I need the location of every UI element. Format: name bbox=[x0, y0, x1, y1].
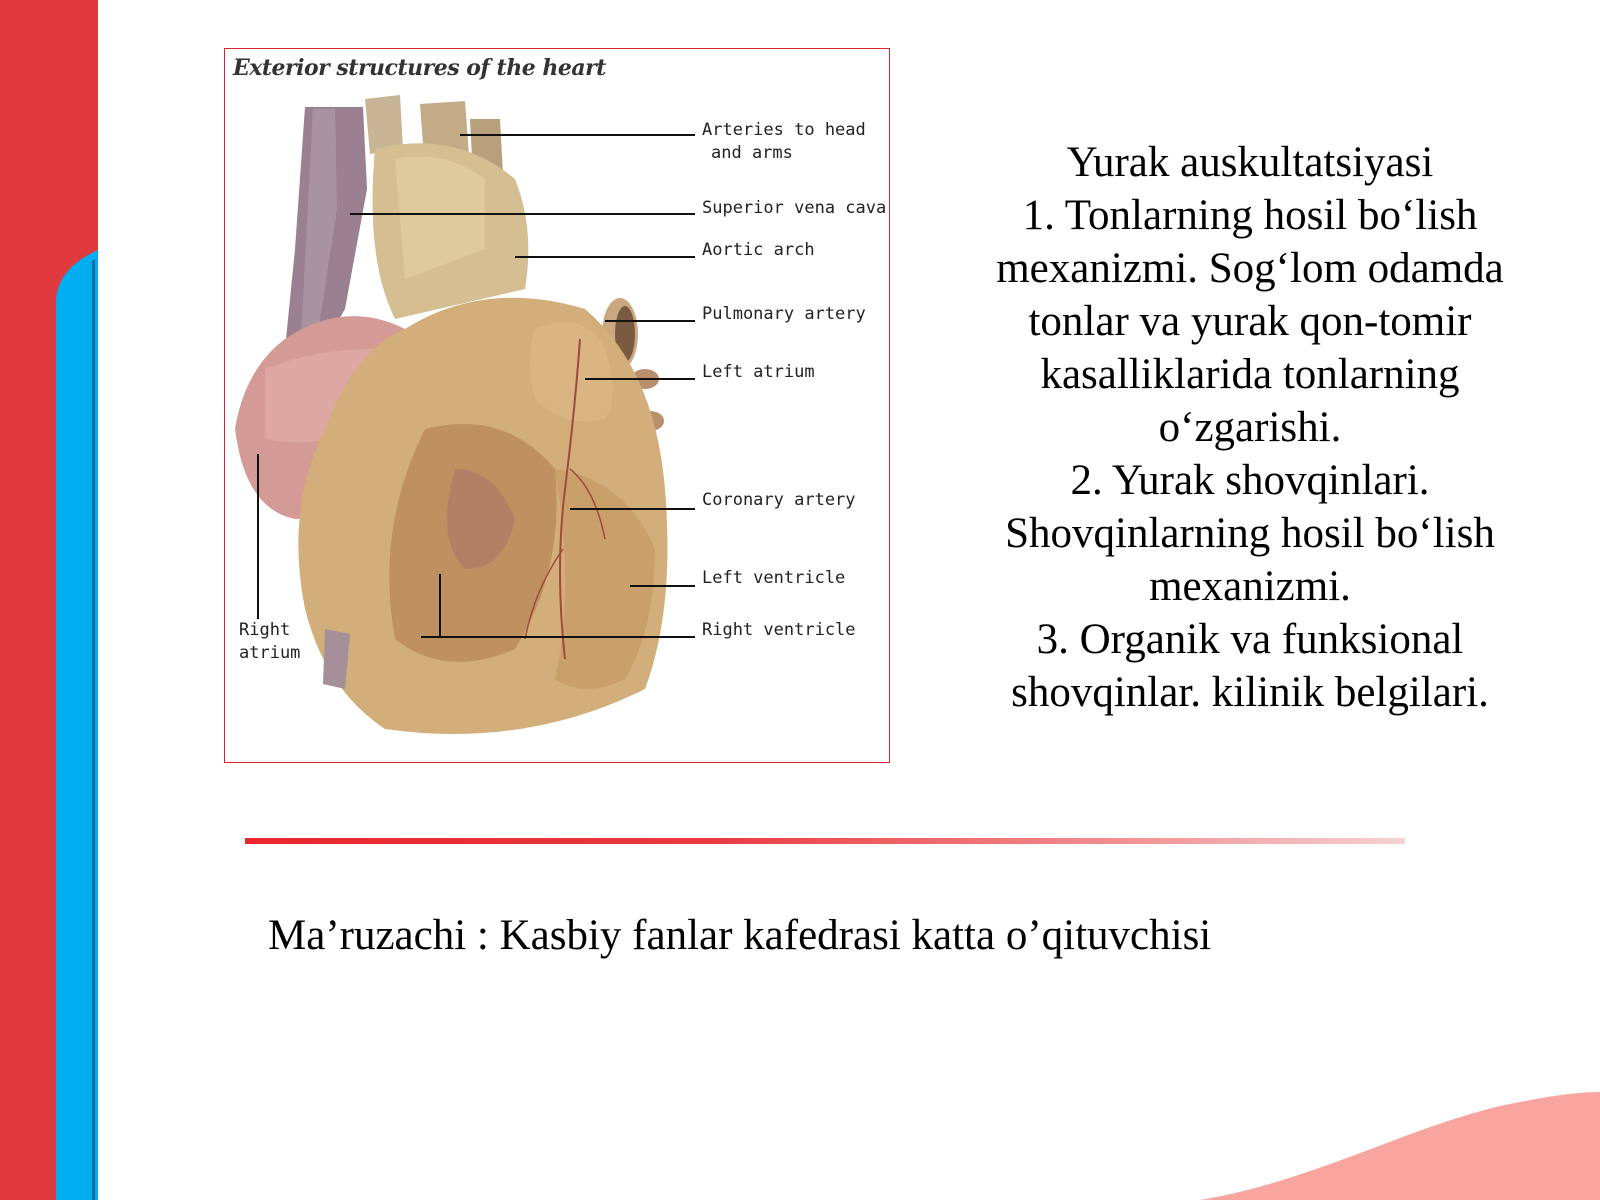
label-arteries-line2: and arms bbox=[711, 143, 793, 163]
label-right-atrium bbox=[239, 619, 300, 665]
label-aortic-arch: Aortic arch bbox=[702, 240, 815, 260]
topics-line: Yurak auskultatsiyasi bbox=[1066, 139, 1434, 186]
topics-line: 1. Tonlarning hosil bo‘lish bbox=[1022, 192, 1478, 239]
label-arteries-to-head bbox=[702, 119, 866, 165]
red-gradient-divider bbox=[245, 838, 1405, 844]
left-decorative-bars bbox=[0, 0, 100, 1200]
label-coronary-artery: Coronary artery bbox=[702, 490, 856, 510]
label-left-ventricle: Left ventricle bbox=[702, 568, 846, 588]
speaker-line: Ma’ruzachi : Kasbiy fanlar kafedrasi katta o’qituvchisi bbox=[268, 912, 1212, 959]
label-right-atrium-line2: atrium bbox=[239, 643, 301, 663]
topics-line: 3. Organik va funksional bbox=[1036, 616, 1464, 663]
topics-line: mexanizmi. Sog‘lom odamda bbox=[996, 245, 1504, 292]
label-left-atrium: Left atrium bbox=[702, 362, 815, 382]
label-superior-vena-cava: Superior vena cava bbox=[702, 198, 887, 218]
topics-line: kasalliklarida tonlarning bbox=[1040, 351, 1460, 398]
topics-line: tonlar va yurak qon-tomir bbox=[1028, 298, 1472, 345]
topics-line: mexanizmi. bbox=[1149, 563, 1351, 610]
label-right-atrium-line1: Right bbox=[239, 620, 291, 640]
lecture-topics-text bbox=[950, 136, 1550, 719]
label-right-ventricle: Right ventricle bbox=[702, 620, 856, 640]
label-pulmonary-artery: Pulmonary artery bbox=[702, 304, 866, 324]
corner-wave-decoration bbox=[1200, 1090, 1600, 1200]
topics-line: 2. Yurak shovqinlari. bbox=[1070, 457, 1430, 504]
topics-line: o‘zgarishi. bbox=[1158, 404, 1342, 451]
label-arteries-line1: Arteries to head bbox=[702, 120, 866, 140]
topics-line: shovqinlar. kilinik belgilari. bbox=[1011, 669, 1489, 716]
figure-title: Exterior structures of the heart bbox=[233, 55, 606, 81]
topics-line: Shovqinlarning hosil bo‘lish bbox=[1005, 510, 1495, 557]
heart-diagram-figure bbox=[224, 48, 890, 763]
